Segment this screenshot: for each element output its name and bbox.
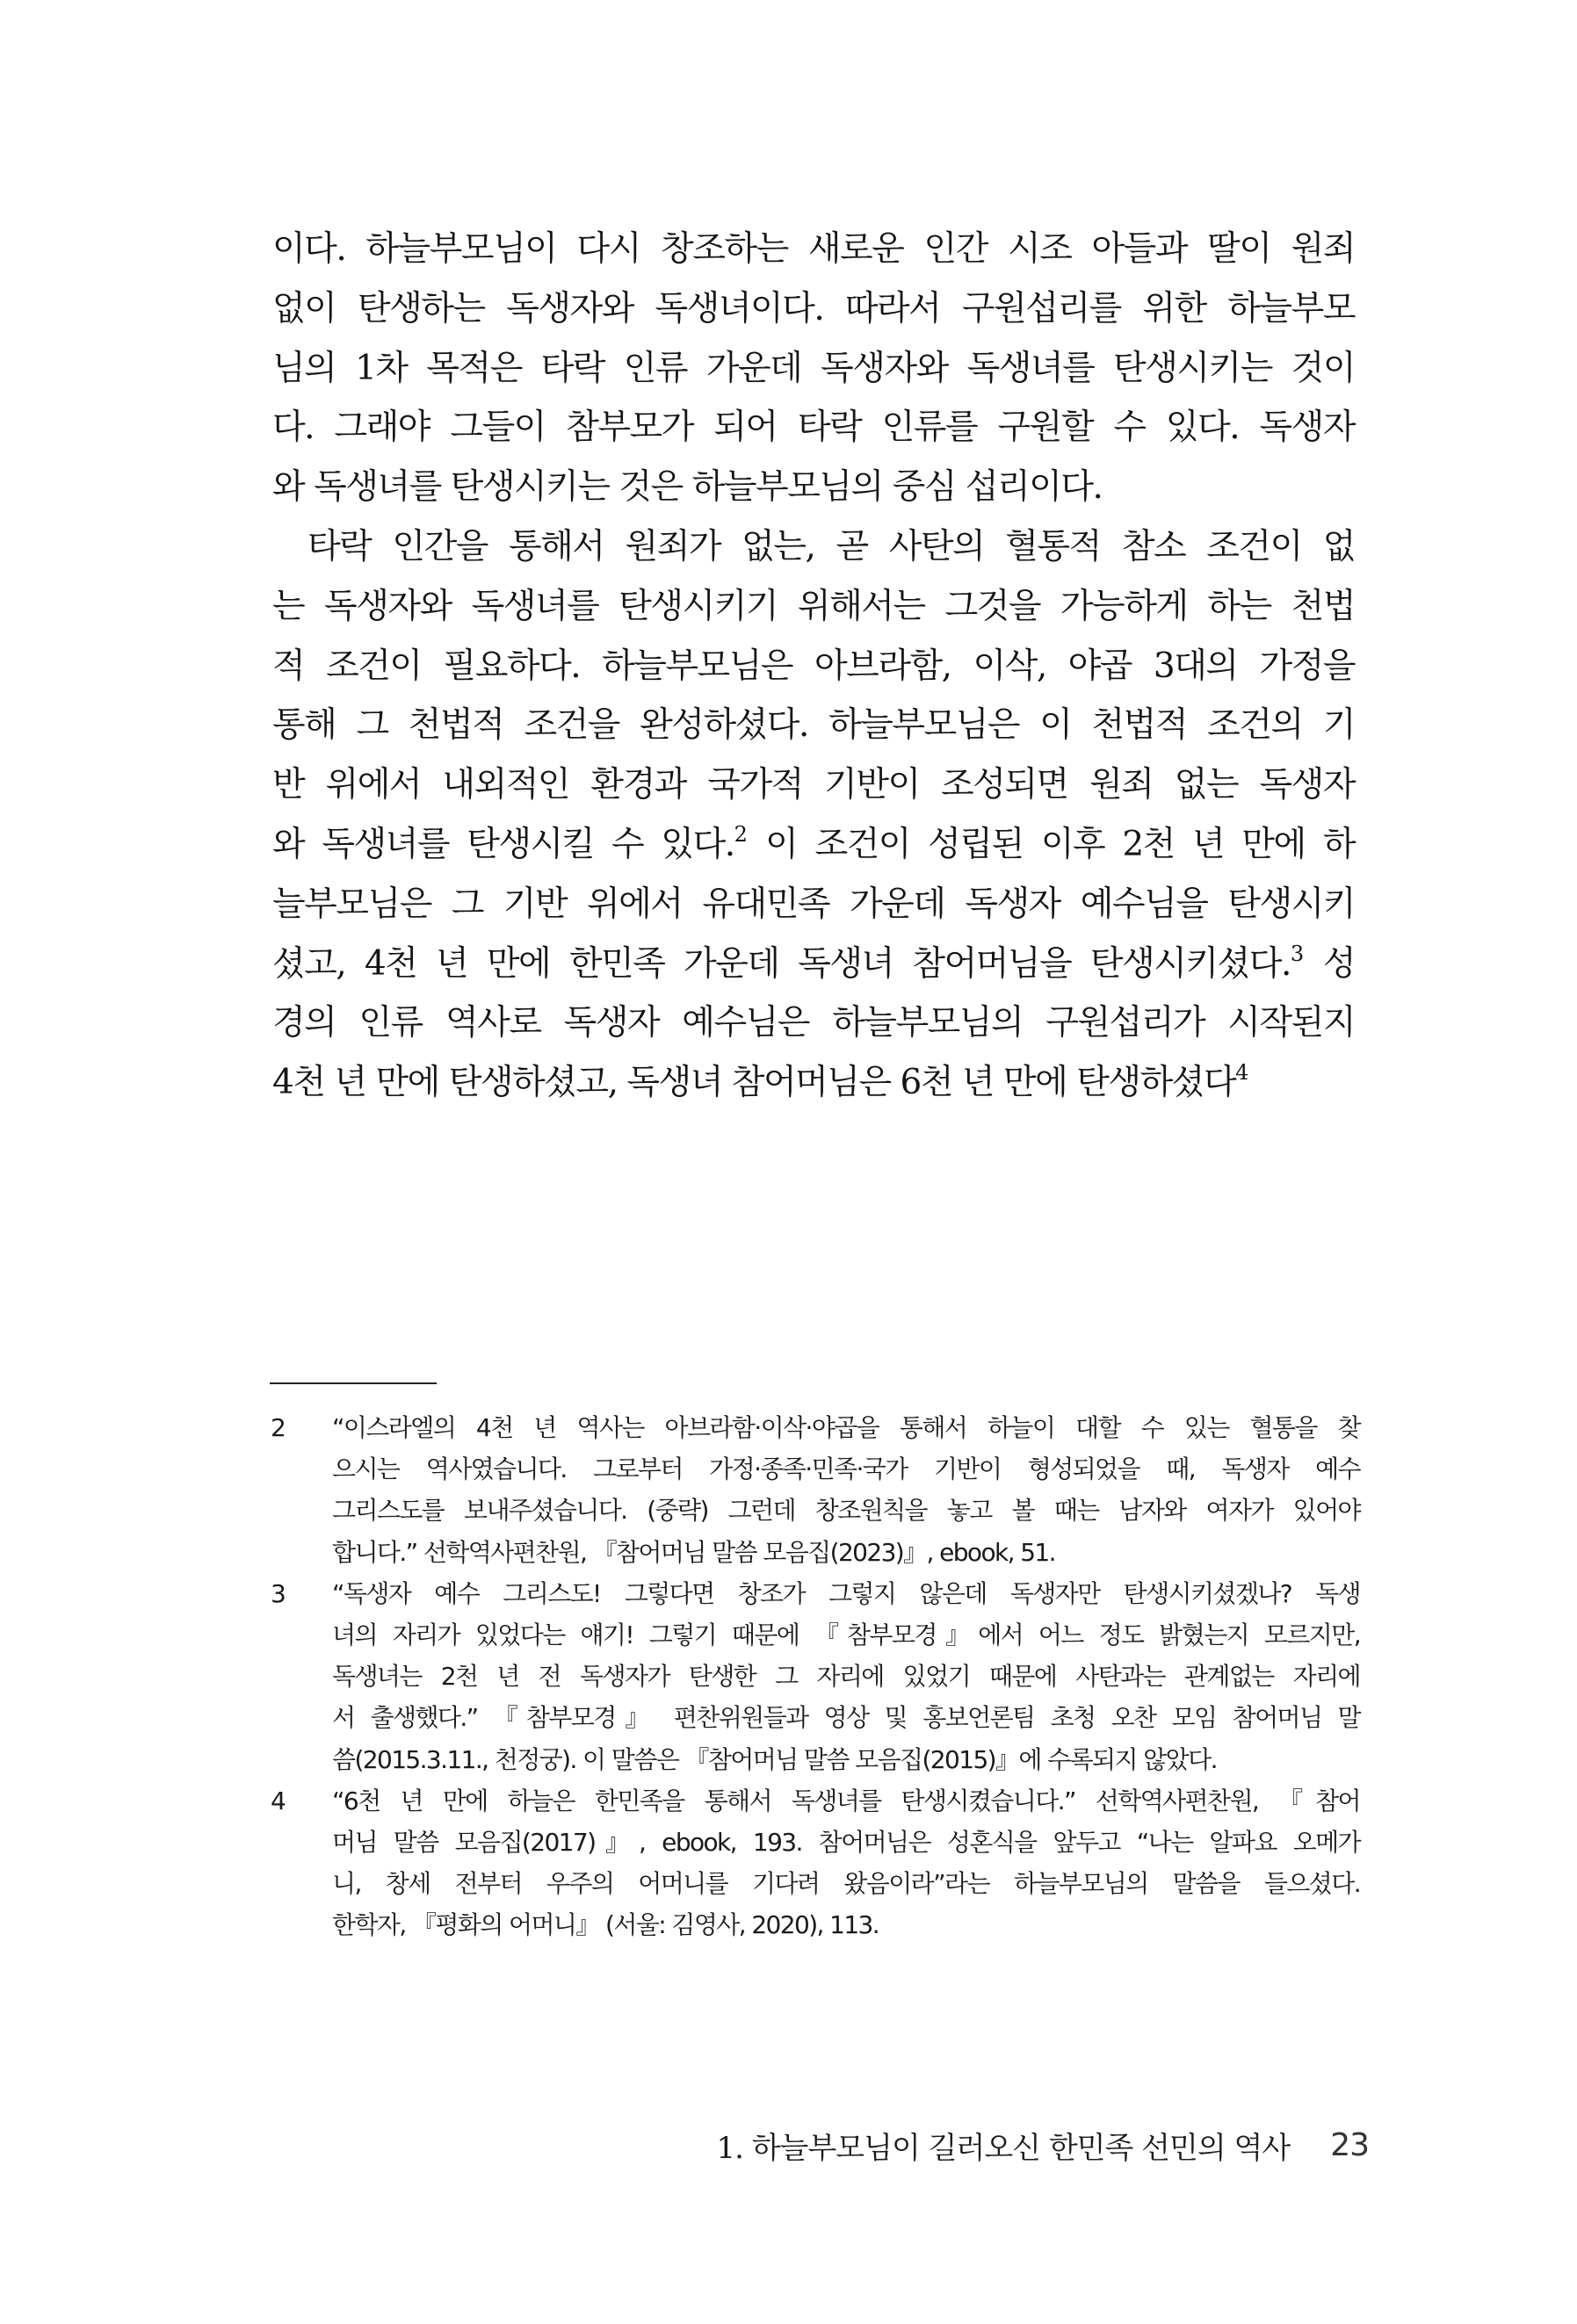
body-text-segment: 이 조건이 성립된 이후 2천 년 만에 하: [765, 824, 1356, 864]
footnote-line: 녀의 자리가 있었다는 얘기! 그렇기 때문에 『참부모경』에서 어느 정도 밝혔는지 모르지만,: [332, 1620, 1360, 1649]
footnote-line: 니, 창세 전부터 우주의 어머니를 기다려 왔음이라”라는 하늘부모님의 말씀을 들으셨다.: [332, 1869, 1360, 1899]
footnote-line: “6천 년 만에 하늘은 한민족을 통해서 독생녀를 탄생시켰습니다.” 선학역사편찬원, 『참어: [332, 1786, 1360, 1815]
footnote-ref-4[interactable]: 4: [1235, 1060, 1249, 1086]
footnote-number: 3: [271, 1578, 286, 1608]
body-text-segment: 와 독생녀를 탄생시킬 수 있다.: [272, 824, 734, 864]
body-text-segment: 셨고, 4천 년 만에 한민족 가운데 독생녀 참어머님을 탄생시키셨다.: [272, 943, 1291, 984]
footnote-line: 씀(2015.3.11., 천정궁). 이 말씀은 『참어머님 말씀 모음집(2015)』에 수록되지 않았다.: [332, 1744, 1217, 1774]
body-line: 이다. 하늘부모님이 다시 창조하는 새로운 인간 시조 아들과 딸이 원죄: [272, 229, 1355, 269]
body-line: [272, 815, 1355, 875]
footnote-line: 독생녀는 2천 년 전 독생자가 탄생한 그 자리에 있었기 때문에 사탄과는 관계없는 자리에: [332, 1662, 1360, 1692]
footnote-line: 한학자, 『평화의 어머니』 (서울: 김영사, 2020), 113.: [332, 1910, 879, 1940]
footnote-4: [271, 1780, 1360, 1946]
body-line: [272, 1053, 1355, 1113]
body-line: 타락 인간을 통해서 원죄가 없는, 곧 사탄의 혈통적 참소 조건이 없: [307, 526, 1355, 567]
body-line: 는 독생자와 독생녀를 탄생시키기 위해서는 그것을 가능하게 하는 천법: [272, 586, 1355, 626]
body-text: [272, 220, 1355, 1113]
body-line: 통해 그 천법적 조건을 완성하셨다. 하늘부모님은 이 천법적 조건의 기: [272, 705, 1355, 746]
body-line: 반 위에서 내외적인 환경과 국가적 기반이 조성되면 원죄 없는 독생자: [272, 765, 1355, 805]
footnote-line: “독생자 예수 그리스도! 그렇다면 창조가 그렇지 않은데 독생자만 탄생시키셨겠나? 독생: [332, 1578, 1360, 1608]
body-line: 님의 1차 목적은 타락 인류 가운데 독생자와 독생녀를 탄생시키는 것이: [272, 348, 1355, 388]
footnote-number: 4: [271, 1786, 286, 1815]
footnote-number: 2: [271, 1413, 286, 1442]
footnote-line: 으시는 역사였습니다. 그로부터 가정·종족·민족·국가 기반이 형성되었을 때, 독생자 예수: [332, 1454, 1360, 1484]
body-line: 다. 그래야 그들이 참부모가 되어 타락 인류를 구원할 수 있다. 독생자: [272, 408, 1355, 448]
footnote-line: “이스라엘의 4천 년 역사는 아브라함·이삭·야곱을 통해서 하늘이 대할 수 있는 혈통을 찾: [332, 1413, 1360, 1442]
body-line: 경의 인류 역사로 독생자 예수님은 하늘부모님의 구원섭리가 시작된지: [272, 1003, 1355, 1043]
footnote-ref-2[interactable]: 2: [734, 821, 748, 847]
footnote-2: [271, 1407, 1360, 1573]
body-line: [272, 935, 1355, 994]
footnote-line: 그리스도를 보내주셨습니다. (중략) 그런데 창조원칙을 놓고 볼 때는 남자와 여자가 있어야: [332, 1496, 1360, 1526]
footnote-line: 합니다.” 선학역사편찬원, 『참어머님 말씀 모음집(2023)』, ebook, 51.: [332, 1537, 1055, 1567]
footnote-line: 서 출생했다.” 『참부모경』 편찬위원들과 영상 및 홍보언론팀 초청 오찬 모임 참어머님 말: [332, 1703, 1360, 1733]
footnotes: [271, 1407, 1360, 1945]
footnote-ref-3[interactable]: 3: [1290, 941, 1305, 966]
footnote-3: [271, 1573, 1360, 1780]
body-line: 와 독생녀를 탄생시키는 것은 하늘부모님의 중심 섭리이다.: [272, 467, 1103, 508]
body-text-segment: 4천 년 만에 탄생하셨고, 독생녀 참어머님은 6천 년 만에 탄생하셨다: [272, 1063, 1236, 1103]
body-line: 적 조건이 필요하다. 하늘부모님은 아브라함, 이삭, 야곱 3대의 가정을: [272, 646, 1355, 686]
running-chapter-title: 1. 하늘부모님이 길러오신 한민족 선민의 역사: [716, 2130, 1291, 2166]
footnote-line: 머님 말씀 모음집(2017)』, ebook, 193. 참어머님은 성혼식을 앞두고 “나는 알파요 오메가: [332, 1827, 1360, 1857]
body-text-segment: 성: [1322, 943, 1355, 984]
page-footer: [668, 2118, 1369, 2171]
footnote-separator: [270, 1382, 437, 1384]
body-line: 없이 탄생하는 독생자와 독생녀이다. 따라서 구원섭리를 위한 하늘부모: [272, 288, 1355, 328]
body-line: 늘부모님은 그 기반 위에서 유대민족 가운데 독생자 예수님을 탄생시키: [272, 884, 1355, 924]
page-number: 23: [1330, 2126, 1369, 2163]
